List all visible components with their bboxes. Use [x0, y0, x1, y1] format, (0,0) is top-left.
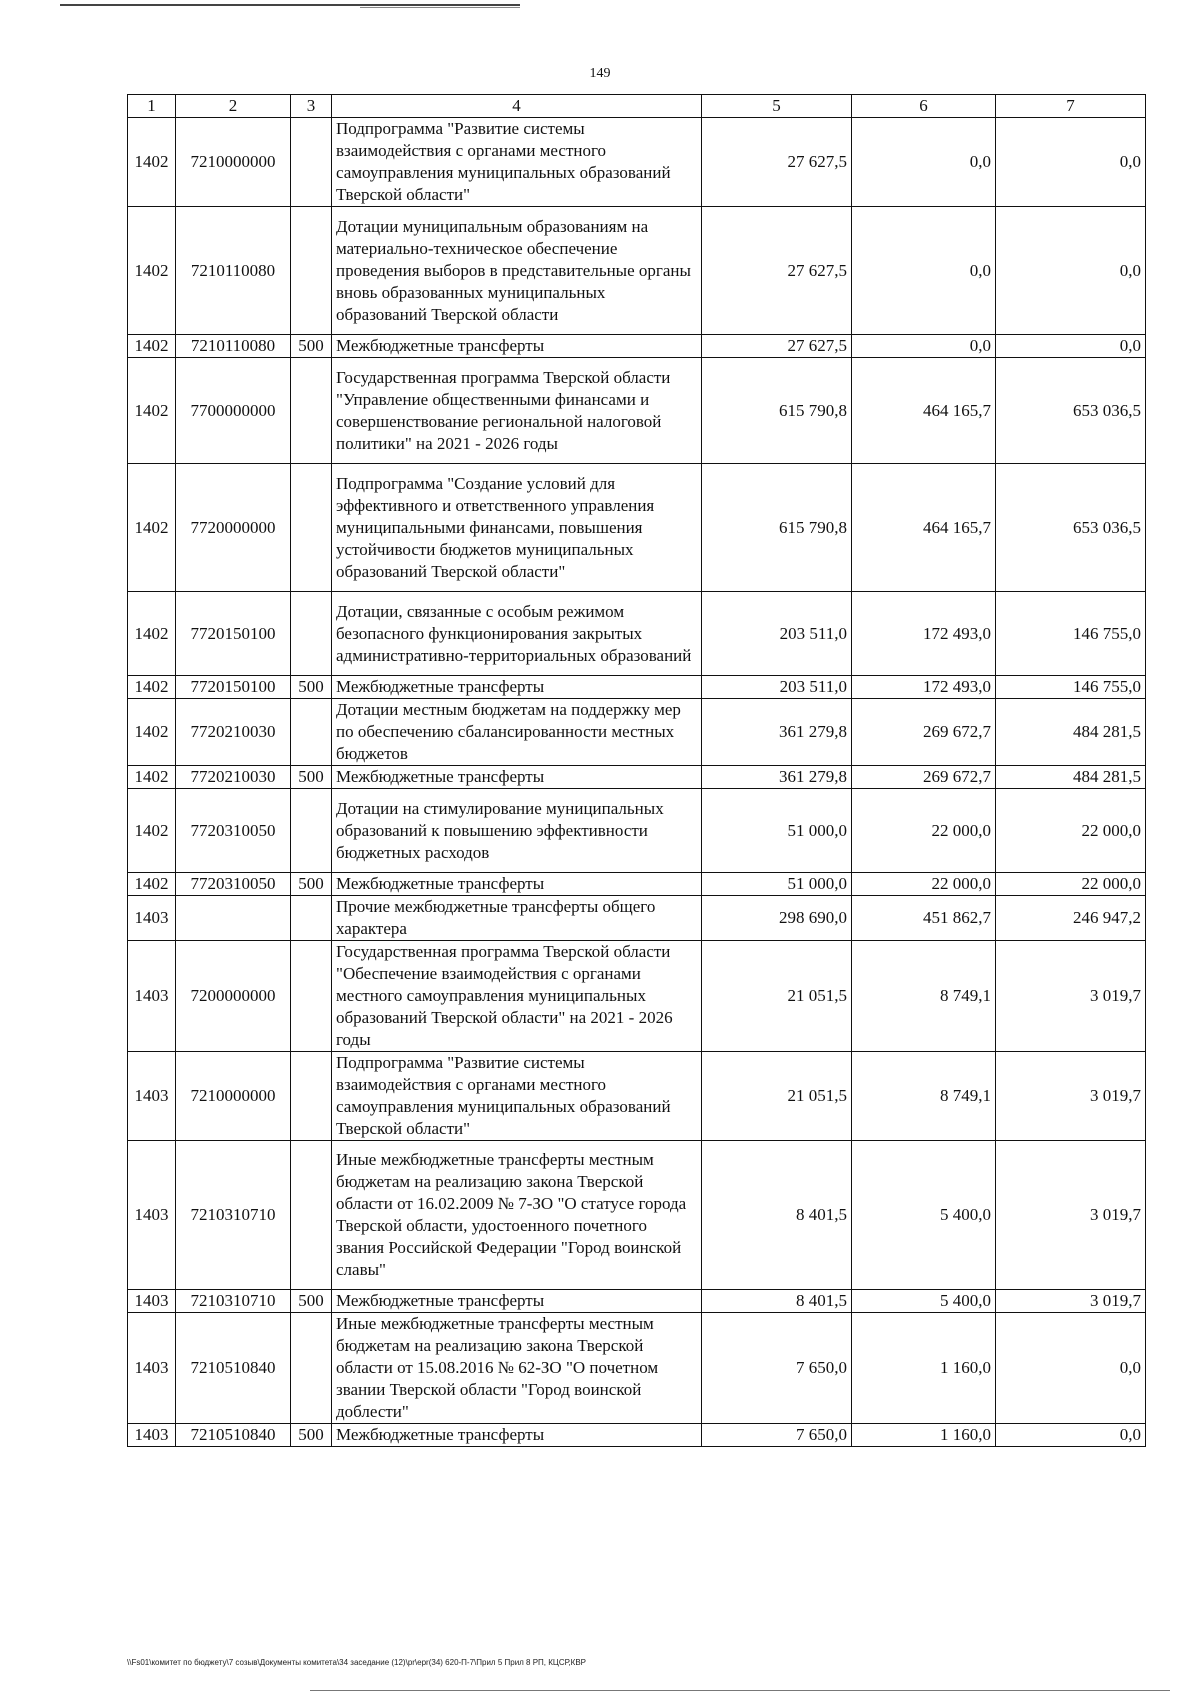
cell-section-code: 1403	[128, 1424, 176, 1447]
cell-amount-2022: 0,0	[852, 118, 996, 207]
cell-expense-type-code	[291, 1052, 332, 1141]
cell-section-code: 1402	[128, 873, 176, 896]
cell-expense-type-code: 500	[291, 676, 332, 699]
cell-target-article-code: 7210310710	[176, 1290, 291, 1313]
cell-expense-type-code	[291, 1141, 332, 1290]
cell-amount-2021: 27 627,5	[702, 207, 852, 335]
cell-expense-type-code	[291, 118, 332, 207]
table-header-row	[128, 95, 1146, 118]
cell-amount-2023: 3 019,7	[996, 941, 1146, 1052]
cell-amount-2022: 8 749,1	[852, 941, 996, 1052]
cell-section-code: 1403	[128, 1313, 176, 1424]
cell-amount-2021: 615 790,8	[702, 358, 852, 464]
cell-amount-2022: 5 400,0	[852, 1290, 996, 1313]
cell-amount-2023: 246 947,2	[996, 896, 1146, 941]
cell-section-code: 1402	[128, 789, 176, 873]
cell-description: Межбюджетные трансферты	[332, 335, 702, 358]
cell-amount-2023: 484 281,5	[996, 766, 1146, 789]
cell-amount-2021: 27 627,5	[702, 118, 852, 207]
cell-description: Межбюджетные трансферты	[332, 1290, 702, 1313]
cell-description: Иные межбюджетные трансферты местным бюджетам на реализацию закона Тверской области от 15.08.2016 № 62-ЗО "О почетном звании Тверской области "Город воинской доблести"	[332, 1313, 702, 1424]
cell-amount-2023: 22 000,0	[996, 789, 1146, 873]
scan-top-line	[60, 4, 520, 6]
cell-amount-2023: 484 281,5	[996, 699, 1146, 766]
table-row	[128, 789, 1146, 873]
cell-description: Государственная программа Тверской области "Обеспечение взаимодействия с органами местного самоуправления муниципальных образований Тверской области" на 2021 - 2026 годы	[332, 941, 702, 1052]
cell-expense-type-code	[291, 699, 332, 766]
cell-section-code: 1402	[128, 118, 176, 207]
cell-amount-2022: 451 862,7	[852, 896, 996, 941]
table-row	[128, 1290, 1146, 1313]
cell-amount-2021: 51 000,0	[702, 873, 852, 896]
cell-amount-2022: 8 749,1	[852, 1052, 996, 1141]
cell-section-code: 1403	[128, 941, 176, 1052]
cell-target-article-code: 7210000000	[176, 118, 291, 207]
cell-description: Межбюджетные трансферты	[332, 766, 702, 789]
table-row	[128, 335, 1146, 358]
cell-section-code: 1403	[128, 1290, 176, 1313]
table-row	[128, 118, 1146, 207]
cell-amount-2023: 22 000,0	[996, 873, 1146, 896]
cell-target-article-code: 7720000000	[176, 464, 291, 592]
table-row	[128, 1052, 1146, 1141]
cell-target-article-code: 7210110080	[176, 207, 291, 335]
cell-amount-2023: 653 036,5	[996, 464, 1146, 592]
cell-amount-2023: 3 019,7	[996, 1052, 1146, 1141]
cell-amount-2021: 21 051,5	[702, 1052, 852, 1141]
cell-amount-2021: 615 790,8	[702, 464, 852, 592]
cell-description: Государственная программа Тверской области "Управление общественными финансами и совершенствование региональной налоговой политики" на 2021 - 2026 годы	[332, 358, 702, 464]
cell-description: Подпрограмма "Создание условий для эффективного и ответственного управления муниципальными финансами, повышения устойчивости бюджетов муниципальных образований Тверской области"	[332, 464, 702, 592]
cell-amount-2021: 7 650,0	[702, 1313, 852, 1424]
column-header-3: 3	[291, 95, 332, 118]
cell-section-code: 1403	[128, 1141, 176, 1290]
cell-description: Межбюджетные трансферты	[332, 1424, 702, 1447]
cell-target-article-code: 7700000000	[176, 358, 291, 464]
cell-expense-type-code: 500	[291, 1290, 332, 1313]
cell-section-code: 1402	[128, 676, 176, 699]
cell-section-code: 1402	[128, 699, 176, 766]
cell-expense-type-code	[291, 592, 332, 676]
cell-target-article-code: 7210510840	[176, 1313, 291, 1424]
cell-target-article-code: 7210110080	[176, 335, 291, 358]
cell-target-article-code: 7720310050	[176, 789, 291, 873]
cell-amount-2022: 464 165,7	[852, 358, 996, 464]
cell-amount-2023: 0,0	[996, 1424, 1146, 1447]
cell-expense-type-code: 500	[291, 335, 332, 358]
file-path-footer: \\Fs01\комитет по бюджету\7 созыв\Документы комитета\34 заседание (12)\pr\epr(34) 620-П-7\Прил 5 Прил 8 РП, КЦСР,КВР	[127, 1658, 586, 1667]
cell-amount-2021: 8 401,5	[702, 1141, 852, 1290]
cell-amount-2022: 1 160,0	[852, 1313, 996, 1424]
cell-expense-type-code: 500	[291, 1424, 332, 1447]
cell-expense-type-code	[291, 207, 332, 335]
table-row	[128, 1141, 1146, 1290]
cell-expense-type-code: 500	[291, 873, 332, 896]
cell-expense-type-code	[291, 1313, 332, 1424]
cell-amount-2023: 0,0	[996, 207, 1146, 335]
cell-amount-2022: 269 672,7	[852, 699, 996, 766]
cell-target-article-code: 7200000000	[176, 941, 291, 1052]
cell-description: Подпрограмма "Развитие системы взаимодействия с органами местного самоуправления муниципальных образований Тверской области"	[332, 118, 702, 207]
cell-target-article-code: 7210310710	[176, 1141, 291, 1290]
table-row	[128, 358, 1146, 464]
table-row	[128, 766, 1146, 789]
cell-amount-2023: 3 019,7	[996, 1290, 1146, 1313]
cell-amount-2021: 203 511,0	[702, 676, 852, 699]
cell-section-code: 1402	[128, 592, 176, 676]
cell-description: Дотации муниципальным образованиям на материально-техническое обеспечение проведения выборов в представительные органы вновь образованных муниципальных образований Тверской области	[332, 207, 702, 335]
cell-description: Дотации, связанные с особым режимом безопасного функционирования закрытых административно-территориальных образований	[332, 592, 702, 676]
cell-amount-2022: 0,0	[852, 207, 996, 335]
cell-section-code: 1403	[128, 896, 176, 941]
cell-target-article-code: 7720150100	[176, 676, 291, 699]
table-row	[128, 676, 1146, 699]
cell-amount-2022: 22 000,0	[852, 789, 996, 873]
cell-section-code: 1402	[128, 358, 176, 464]
cell-amount-2023: 0,0	[996, 1313, 1146, 1424]
cell-amount-2021: 27 627,5	[702, 335, 852, 358]
cell-amount-2023: 653 036,5	[996, 358, 1146, 464]
cell-description: Дотации местным бюджетам на поддержку мер по обеспечению сбалансированности местных бюджетов	[332, 699, 702, 766]
cell-expense-type-code	[291, 464, 332, 592]
column-header-5: 5	[702, 95, 852, 118]
cell-amount-2022: 5 400,0	[852, 1141, 996, 1290]
cell-amount-2021: 361 279,8	[702, 766, 852, 789]
table-row	[128, 592, 1146, 676]
cell-amount-2022: 172 493,0	[852, 592, 996, 676]
cell-amount-2022: 22 000,0	[852, 873, 996, 896]
cell-amount-2021: 361 279,8	[702, 699, 852, 766]
cell-amount-2021: 21 051,5	[702, 941, 852, 1052]
cell-expense-type-code	[291, 896, 332, 941]
cell-description: Иные межбюджетные трансферты местным бюджетам на реализацию закона Тверской области от 16.02.2009 № 7-ЗО "О статусе города Тверской области, удостоенного почетного звания Российской Федерации "Город воинской славы"	[332, 1141, 702, 1290]
cell-description: Дотации на стимулирование муниципальных образований к повышению эффективности бюджетных расходов	[332, 789, 702, 873]
cell-amount-2023: 0,0	[996, 335, 1146, 358]
table-row	[128, 941, 1146, 1052]
cell-target-article-code: 7720210030	[176, 699, 291, 766]
cell-target-article-code: 7720210030	[176, 766, 291, 789]
cell-amount-2021: 51 000,0	[702, 789, 852, 873]
cell-expense-type-code: 500	[291, 766, 332, 789]
cell-section-code: 1402	[128, 207, 176, 335]
cell-target-article-code: 7210000000	[176, 1052, 291, 1141]
cell-target-article-code	[176, 896, 291, 941]
cell-amount-2022: 1 160,0	[852, 1424, 996, 1447]
table-row	[128, 464, 1146, 592]
column-header-4: 4	[332, 95, 702, 118]
cell-amount-2023: 146 755,0	[996, 676, 1146, 699]
cell-section-code: 1402	[128, 766, 176, 789]
table-row	[128, 1424, 1146, 1447]
scan-bottom-line	[310, 1690, 1170, 1691]
table-row	[128, 207, 1146, 335]
column-header-2: 2	[176, 95, 291, 118]
table-row	[128, 873, 1146, 896]
scan-top-line-short	[360, 7, 520, 8]
cell-amount-2021: 203 511,0	[702, 592, 852, 676]
cell-amount-2022: 464 165,7	[852, 464, 996, 592]
table-body	[128, 95, 1146, 1447]
cell-amount-2023: 0,0	[996, 118, 1146, 207]
cell-amount-2022: 172 493,0	[852, 676, 996, 699]
page-number: 149	[589, 66, 611, 81]
cell-section-code: 1402	[128, 335, 176, 358]
cell-amount-2021: 298 690,0	[702, 896, 852, 941]
column-header-1: 1	[128, 95, 176, 118]
cell-description: Подпрограмма "Развитие системы взаимодействия с органами местного самоуправления муниципальных образований Тверской области"	[332, 1052, 702, 1141]
cell-amount-2023: 3 019,7	[996, 1141, 1146, 1290]
cell-target-article-code: 7720150100	[176, 592, 291, 676]
cell-expense-type-code	[291, 358, 332, 464]
table-row	[128, 896, 1146, 941]
cell-amount-2021: 7 650,0	[702, 1424, 852, 1447]
cell-section-code: 1403	[128, 1052, 176, 1141]
cell-target-article-code: 7210510840	[176, 1424, 291, 1447]
cell-description: Межбюджетные трансферты	[332, 873, 702, 896]
cell-description: Межбюджетные трансферты	[332, 676, 702, 699]
table-row	[128, 1313, 1146, 1424]
cell-description: Прочие межбюджетные трансферты общего характера	[332, 896, 702, 941]
cell-amount-2022: 0,0	[852, 335, 996, 358]
budget-table	[127, 94, 1146, 1447]
cell-expense-type-code	[291, 941, 332, 1052]
cell-section-code: 1402	[128, 464, 176, 592]
cell-amount-2022: 269 672,7	[852, 766, 996, 789]
cell-expense-type-code	[291, 789, 332, 873]
cell-amount-2021: 8 401,5	[702, 1290, 852, 1313]
table-row	[128, 699, 1146, 766]
cell-target-article-code: 7720310050	[176, 873, 291, 896]
column-header-7: 7	[996, 95, 1146, 118]
column-header-6: 6	[852, 95, 996, 118]
cell-amount-2023: 146 755,0	[996, 592, 1146, 676]
